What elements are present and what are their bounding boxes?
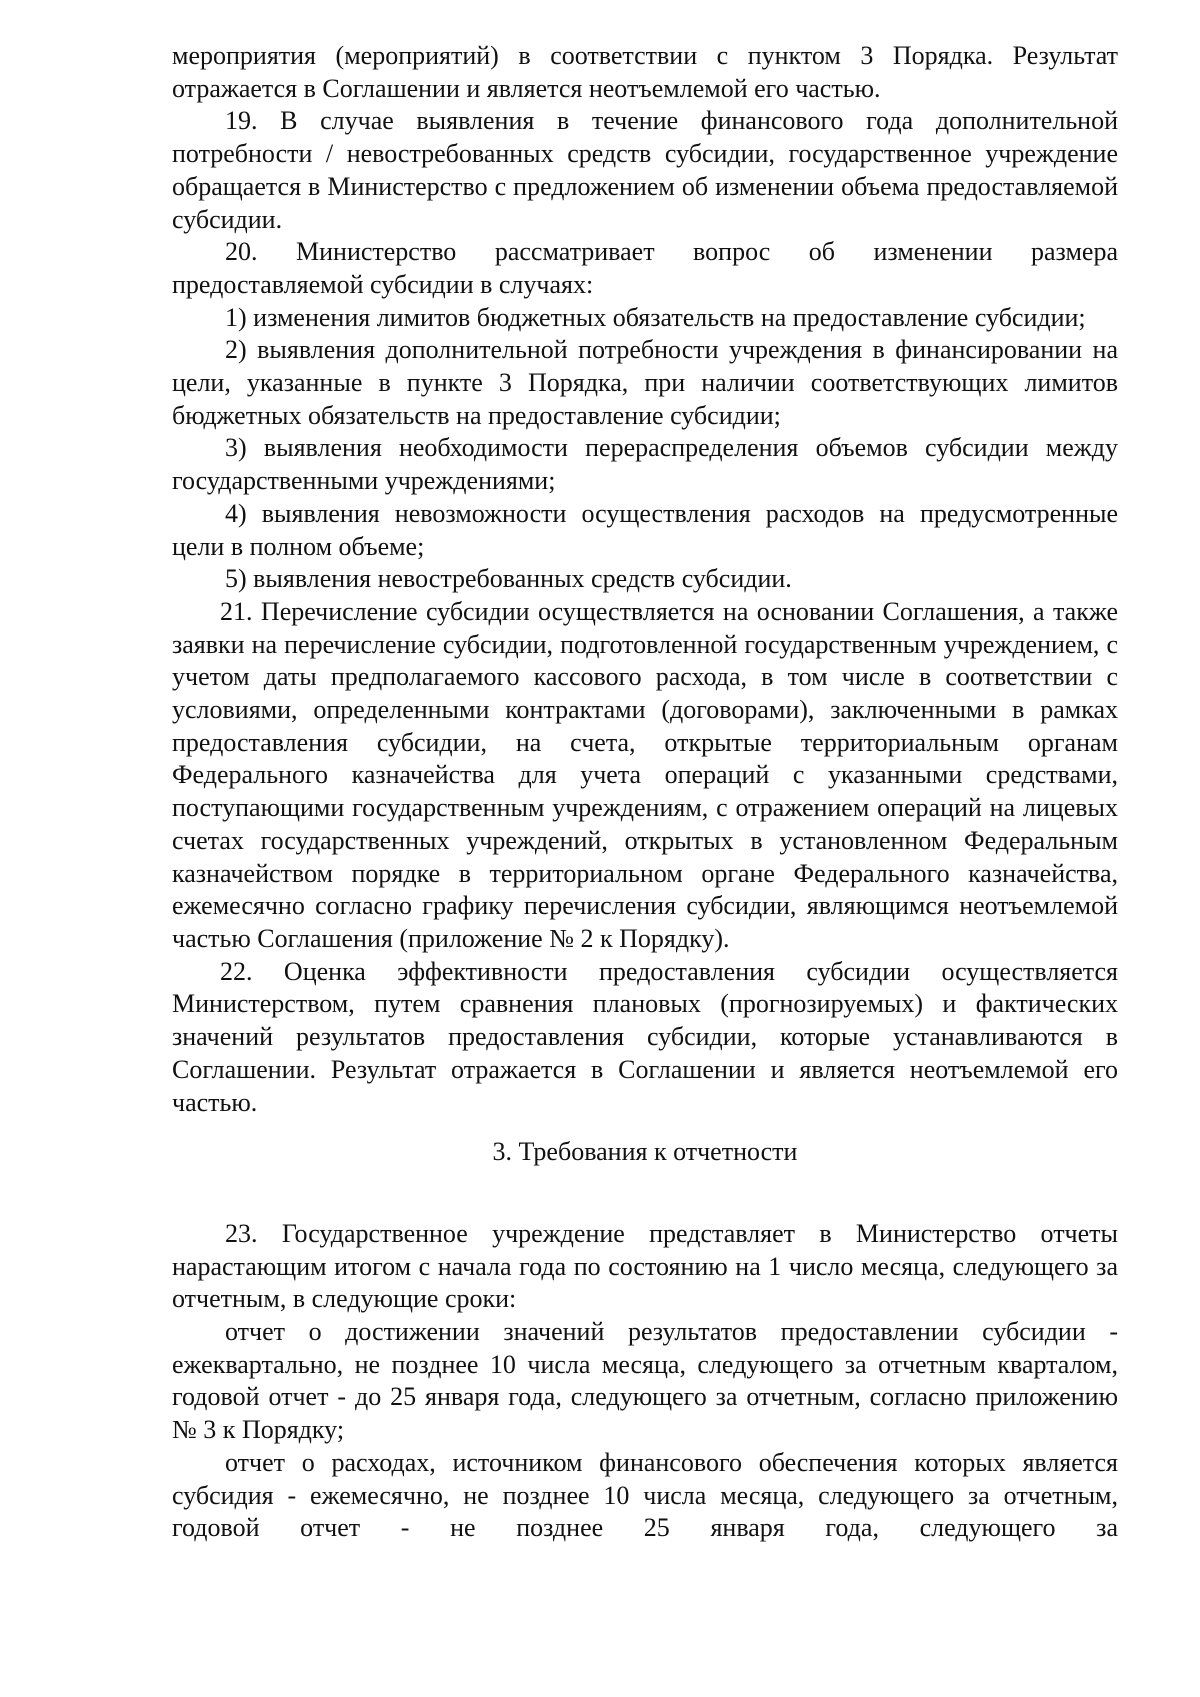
list-item-5: 5) выявления невостребованных средств субсидии. [225, 564, 792, 594]
list-item-1: 1) изменения лимитов бюджетных обязательств на предоставление субсидии; [225, 302, 1086, 332]
paragraph-19: 19. В случае выявления в течение финансового года дополнительной потребности / невостребованных средств субсидии, государственное учреждение обращается в Министерство с предложением об изменении объема предоставляемой субсидии. [172, 106, 1118, 234]
paragraph-continuation: мероприятия (мероприятий) в соответствии с пунктом 3 Порядка. Результат отражается в Соглашении и является неотъемлемой его частью. [172, 41, 1118, 103]
paragraph-22: 22. Оценка эффективности предоставления субсидии осуществляется Министерством, путем сравнения плановых (прогнозируемых) и фактических значений результатов предоставления субсидии, которые устанавливаются в Соглашении. Результат отражается в Соглашении и является неотъемлемой его частью. [172, 956, 1118, 1117]
paragraph-21: 21. Перечисление субсидии осуществляется на основании Соглашения, а также заявки на перечисление субсидии, подготовленной государственным учреждением, с учетом даты предполагаемого кассового расхода, в том числе в соответствии с условиями, определенными контрактами (договорами), заключенными в рамках предоставления субсидии, на счета, открытые территориальным органам Федерального казначейства для учета операций с указанными средствами, поступающими государственным учреждениям, с отражением операций на лицевых счетах государственных учреждений, открытых в установленном Федеральным казначейством порядке в территориальном органе Федерального казначейства, ежемесячно согласно графику перечисления субсидии, являющимся неотъемлемой частью Соглашения (приложение № 2 к Порядку). [172, 596, 1118, 953]
list-item-4: 4) выявления невозможности осуществления расходов на предусмотренные цели в полном объеме; [172, 498, 1118, 561]
paragraph-20: 20. Министерство рассматривает вопрос об изменении размера предоставляемой субсидии в случаях: [172, 237, 1118, 299]
list-item-3: 3) выявления необходимости перераспределения объемов субсидии между государственными учреждениями; [172, 433, 1118, 496]
section-heading: 3. Требования к отчетности [492, 1137, 798, 1167]
paragraph-report-expenses: отчет о расходах, источником финансового обеспечения которых является субсидия - ежемесячно, не позднее 10 числа месяца, следующего за отчетным, годовой отчет - не позднее 25 января года, следующего за [172, 1447, 1118, 1543]
paragraph-report-results: отчет о достижении значений результатов предоставлении субсидии - ежеквартально, не позднее 10 числа месяца, следующего за отчетным кварталом, годовой отчет - до 25 января года, следующего за отчетным, согласно приложению № 3 к Порядку; [172, 1317, 1118, 1445]
paragraph-23: 23. Государственное учреждение представляет в Министерство отчеты нарастающим итогом с начала года по состоянию на 1 число месяца, следующего за отчетным, в следующие сроки: [172, 1218, 1118, 1314]
list-item-2: 2) выявления дополнительной потребности учреждения в финансировании на цели, указанные в пункте 3 Порядка, при наличии соответствующих лимитов бюджетных обязательств на предоставление субсидии; [172, 335, 1118, 430]
document-page [172, 40, 1118, 1545]
